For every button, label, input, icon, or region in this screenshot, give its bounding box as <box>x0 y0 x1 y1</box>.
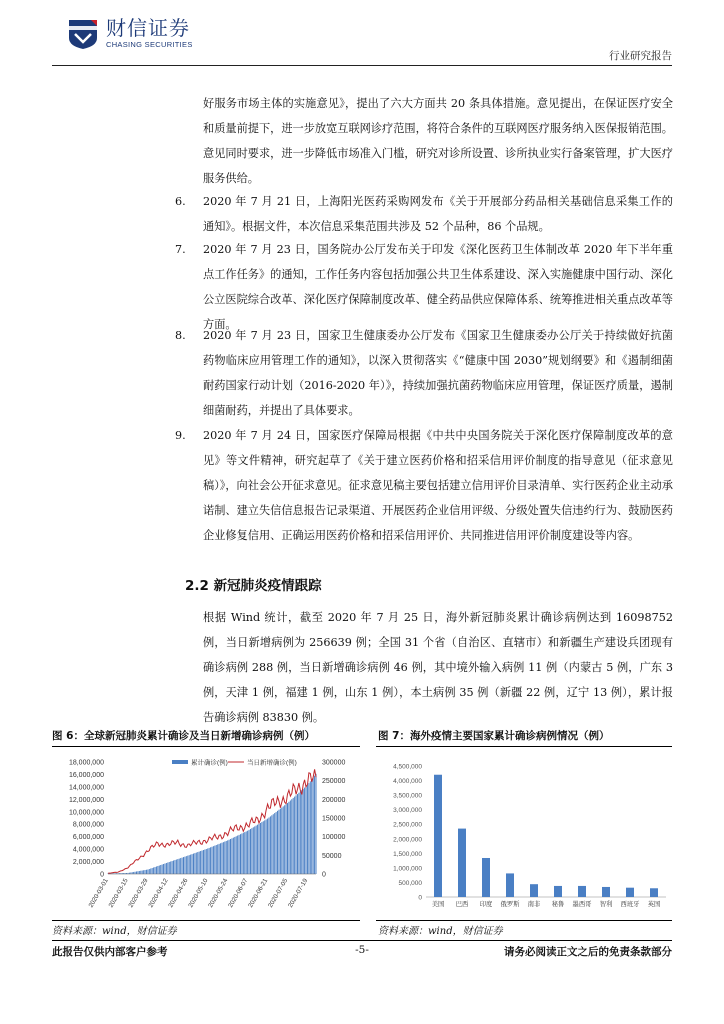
cumulative-bar <box>160 865 161 874</box>
y-left-tick-label: 18,000,000 <box>68 759 104 767</box>
cumulative-bar <box>137 871 138 874</box>
cumulative-bar <box>147 870 148 874</box>
cumulative-bar <box>283 806 284 874</box>
footer-disclaimer-left: 此报告仅供内部客户参考 <box>52 946 168 958</box>
cumulative-bar <box>250 829 251 874</box>
figure-6-title: 图 6：全球新冠肺炎累计确诊及当日新增确诊病例（例） <box>52 730 315 742</box>
x-category-label: 印度 <box>479 901 493 908</box>
country-bar <box>482 858 490 897</box>
y-left-tick-label: 14,000,000 <box>68 784 104 792</box>
cumulative-bar <box>266 819 267 874</box>
cumulative-bar <box>314 776 315 874</box>
list-item <box>175 189 673 239</box>
cumulative-bar <box>216 845 217 874</box>
cumulative-bar <box>140 871 141 874</box>
cumulative-bar <box>145 870 146 874</box>
cumulative-bar <box>163 864 164 874</box>
cumulative-bar <box>231 838 232 874</box>
figure-7-source: 资料来源：wind，财信证券 <box>378 926 503 937</box>
cumulative-bar <box>172 861 173 874</box>
cumulative-bar <box>286 804 287 874</box>
cumulative-bar <box>192 854 193 874</box>
country-bar <box>650 888 658 897</box>
cumulative-bar <box>193 854 194 874</box>
list-item-number: 8. <box>175 329 186 342</box>
list-item-number: 6. <box>175 195 186 208</box>
country-bar <box>554 886 562 897</box>
cumulative-bar <box>219 844 220 874</box>
cumulative-bar <box>293 798 294 874</box>
cumulative-bar <box>284 805 285 874</box>
cumulative-bar <box>170 862 171 874</box>
y-left-tick-label: 0 <box>100 871 104 879</box>
x-tick-label: 2020-04-26 <box>167 877 190 909</box>
cumulative-bar <box>194 853 195 874</box>
report-type-label: 行业研究报告 <box>609 50 672 62</box>
cumulative-bar <box>150 869 151 874</box>
cumulative-bar <box>209 848 210 874</box>
country-bar <box>602 887 610 897</box>
y-right-tick-label: 100000 <box>322 834 346 842</box>
x-category-label: 英国 <box>647 901 661 908</box>
x-category-label: 南非 <box>527 901 541 908</box>
cumulative-bar <box>244 832 245 874</box>
x-category-label: 秘鲁 <box>551 901 565 908</box>
cumulative-bar <box>223 842 224 874</box>
list-item-text: 2020 年 7 月 23 日，国家卫生健康委办公厅发布《国家卫生健康委办公厅关于持续做好抗菌药物临床应用管理工作的通知》，以深入贯彻落实《“健康中国 2030”规划纲要》和《遏制细菌耐药国家行动计划（2016-2020 年）》，持续加强抗菌药物临床应用管理，保证医疗质量，遏制细菌耐药，并提出了具体要求。 <box>203 329 673 417</box>
country-bar <box>578 886 586 897</box>
cumulative-bar <box>267 819 268 874</box>
cumulative-bar <box>240 834 241 874</box>
cumulative-bar <box>177 859 178 874</box>
logo-chinese-name: 财信证券 <box>106 15 190 40</box>
cumulative-bar <box>249 830 250 874</box>
x-tick-label: 2020-06-21 <box>247 877 270 909</box>
list-item-text: 2020 年 7 月 21 日，上海阳光医药采购网发布《关于开展部分药品相关基础信息采集工作的通知》。根据文件，本次信息采集范围共涉及 52 个品种，86 个品规。 <box>203 195 673 233</box>
country-bar <box>626 888 634 897</box>
y-left-tick-label: 2,000,000 <box>72 859 104 867</box>
y-tick-label: 1,000,000 <box>393 865 422 873</box>
cumulative-bar <box>210 847 211 874</box>
cumulative-bar <box>213 846 214 874</box>
cumulative-bar <box>274 813 275 874</box>
y-tick-label: 3,500,000 <box>393 792 422 800</box>
y-tick-label: 4,000,000 <box>393 778 422 786</box>
cumulative-bar <box>260 823 261 874</box>
x-tick-label: 2020-03-15 <box>107 877 130 909</box>
company-logo <box>66 16 193 50</box>
cumulative-bar <box>237 836 238 874</box>
cumulative-bar <box>257 825 258 874</box>
cumulative-bar <box>217 844 218 874</box>
cumulative-bar <box>297 794 298 874</box>
cumulative-bar <box>261 822 262 874</box>
cumulative-bar <box>296 795 297 874</box>
cumulative-bar <box>157 866 158 874</box>
chart-global-covid-cases <box>52 752 360 918</box>
section-heading: 2.2 新冠肺炎疫情跟踪 <box>185 578 322 594</box>
cumulative-bar <box>306 786 307 874</box>
cumulative-bar <box>247 831 248 874</box>
page-number: -5- <box>355 944 369 956</box>
figure-7-title: 图 7：海外疫情主要国家累计确诊病例情况（例） <box>378 730 610 742</box>
cumulative-bar <box>224 842 225 874</box>
cumulative-bar <box>233 838 234 874</box>
cumulative-bar <box>149 869 150 874</box>
logo-english-name: CHASING SECURITIES <box>106 39 193 49</box>
cumulative-bar <box>197 852 198 874</box>
cumulative-bar <box>307 785 308 874</box>
cumulative-bar <box>173 861 174 874</box>
cumulative-bar <box>273 814 274 874</box>
x-tick-label: 2020-07-19 <box>287 877 310 909</box>
cumulative-bar <box>162 864 163 874</box>
cumulative-bar <box>203 850 204 874</box>
cumulative-bar <box>146 870 147 874</box>
country-bar <box>434 775 442 897</box>
cumulative-bar <box>308 783 309 874</box>
cumulative-bar <box>236 836 237 874</box>
cumulative-bar <box>196 853 197 874</box>
legend-daily-label: 当日新增确诊(例) <box>247 759 297 767</box>
cumulative-bar <box>153 868 154 874</box>
y-tick-label: 500,000 <box>398 879 422 887</box>
cumulative-bar <box>136 871 137 874</box>
cumulative-bar <box>214 846 215 874</box>
cumulative-bar <box>155 867 156 874</box>
cumulative-bar <box>313 778 314 874</box>
cumulative-bar <box>253 827 254 874</box>
cumulative-bar <box>300 791 301 874</box>
cumulative-bar <box>310 781 311 874</box>
cumulative-bar <box>277 811 278 874</box>
cumulative-bar <box>246 831 247 874</box>
cumulative-bar <box>303 789 304 874</box>
cumulative-bar <box>271 815 272 874</box>
cumulative-bar <box>176 860 177 874</box>
y-right-tick-label: 250000 <box>322 778 346 786</box>
cumulative-bar <box>241 834 242 874</box>
cumulative-bar <box>288 802 289 874</box>
cumulative-bar <box>184 857 185 874</box>
x-category-label: 墨西哥 <box>572 901 592 908</box>
list-item-text: 2020 年 7 月 23 日，国务院办公厅发布关于印发《深化医药卫生体制改革 2020 年下半年重点工作任务》的通知，工作任务内容包括加强公共卫生体系建设、深入实施健康中国行动、深化公立医院综合改革、深化医疗保障制度改革、健全药品供应保障体系、统筹推进相关重点改革等方面。 <box>203 243 673 331</box>
cumulative-bar <box>166 863 167 874</box>
cumulative-bar <box>164 863 165 874</box>
cumulative-bar <box>264 820 265 874</box>
y-right-tick-label: 0 <box>322 871 326 879</box>
cumulative-bar <box>290 800 291 874</box>
cumulative-bar <box>180 858 181 874</box>
cumulative-bar <box>229 840 230 874</box>
x-tick-label: 2020-04-12 <box>147 877 170 909</box>
cumulative-bar <box>159 866 160 874</box>
cumulative-bar <box>243 833 244 874</box>
list-item-text: 2020 年 7 月 24 日，国家医疗保障局根据《中共中央国务院关于深化医疗保障制度改革的意见》等文件精神，研究起草了《关于建立医药价格和招采信用评价制度的指导意见（征求意见稿）》，向社会公开征求意见。征求意见稿主要包括建立信用评价目录清单、实行医药企业主动承诺制、建立失信信息报告记录渠道、开展医药企业信用评级、分级处置失信违约行为、鼓励医药企业修复信用、正确运用医药价格和招采信用评价、共同推进信用评价制度建设等内容。 <box>203 429 673 542</box>
y-right-tick-label: 150000 <box>322 815 346 823</box>
y-right-tick-label: 300000 <box>322 759 346 767</box>
x-category-label: 巴西 <box>455 901 469 908</box>
cumulative-bar <box>281 808 282 874</box>
cumulative-bar <box>304 788 305 874</box>
figure-6-top-rule <box>52 746 360 747</box>
chasing-logo-icon <box>66 16 100 50</box>
country-bar <box>506 873 514 897</box>
cumulative-bar <box>234 837 235 874</box>
cumulative-bar <box>186 856 187 874</box>
cumulative-bar <box>190 855 191 874</box>
cumulative-bar <box>143 870 144 874</box>
cumulative-bar <box>204 850 205 874</box>
y-left-tick-label: 16,000,000 <box>68 771 104 779</box>
y-tick-label: 2,000,000 <box>393 836 422 844</box>
cumulative-bar <box>270 816 271 874</box>
cumulative-bar <box>152 868 153 874</box>
cumulative-bar <box>298 793 299 874</box>
cumulative-bar <box>280 809 281 874</box>
cumulative-bar <box>291 799 292 874</box>
covid-paragraph: 根据 Wind 统计，截至 2020 年 7 月 25 日，海外新冠肺炎累计确诊病例达到 16098752 例，当日新增病例为 256639 例；全国 31 个省（自治区、直辖市）和新疆生产建设兵团现有确诊病例 288 例，当日新增确诊病例 46 例，其中境外输入病例 11 例（内蒙古 5 例，广东 3 例，天津 1 例，福建 1 例，山东 1 例），本土病例 35 例（新疆 22 例，辽宁 13 例），累计报告确诊病例 83830 例。 <box>203 611 673 724</box>
cumulative-bar <box>254 826 255 874</box>
cumulative-bar <box>142 870 143 874</box>
cumulative-bar <box>259 824 260 874</box>
list-item <box>175 323 673 423</box>
cumulative-bar <box>301 790 302 874</box>
country-bar <box>458 829 466 897</box>
y-left-tick-label: 10,000,000 <box>68 809 104 817</box>
x-category-label: 西班牙 <box>620 901 640 908</box>
x-tick-label: 2020-05-24 <box>207 877 230 909</box>
cumulative-bar <box>200 851 201 874</box>
footer-disclaimer-right: 请务必阅读正文之后的免责条款部分 <box>504 946 672 958</box>
y-right-tick-label: 50000 <box>322 852 342 860</box>
cumulative-bar <box>220 843 221 874</box>
cumulative-bar <box>230 839 231 874</box>
y-left-tick-label: 8,000,000 <box>72 821 104 829</box>
cumulative-bar <box>294 797 295 874</box>
y-left-tick-label: 4,000,000 <box>72 846 104 854</box>
y-tick-label: 4,500,000 <box>393 763 422 771</box>
cumulative-bar <box>199 852 200 874</box>
y-tick-label: 2,500,000 <box>393 821 422 829</box>
cumulative-bar <box>156 867 157 874</box>
y-tick-label: 0 <box>418 894 422 902</box>
cumulative-bar <box>133 872 134 874</box>
cumulative-bar <box>174 860 175 874</box>
cumulative-bar <box>202 851 203 874</box>
cumulative-bar <box>169 862 170 874</box>
figure-6-bottom-rule <box>52 920 360 921</box>
list-item-number: 9. <box>175 429 186 442</box>
footer-divider <box>52 940 672 941</box>
header-divider <box>52 65 672 66</box>
cumulative-bar <box>135 872 136 874</box>
cumulative-bar <box>268 818 269 874</box>
legend-cumulative-label: 累计确诊(例) <box>191 759 228 767</box>
y-right-tick-label: 200000 <box>322 796 346 804</box>
cumulative-bar <box>182 858 183 874</box>
cumulative-bar <box>256 826 257 874</box>
x-tick-label: 2020-03-01 <box>87 877 110 909</box>
cumulative-bar <box>212 847 213 874</box>
list-item <box>175 423 673 548</box>
list-item <box>175 237 673 337</box>
x-tick-label: 2020-03-29 <box>127 877 150 909</box>
list-item-number: 7. <box>175 243 186 256</box>
cumulative-bar <box>278 810 279 874</box>
cumulative-bar <box>227 840 228 874</box>
cumulative-bar <box>183 857 184 874</box>
figure-7-top-rule <box>376 746 672 747</box>
cumulative-bar <box>263 821 264 874</box>
cumulative-bar <box>311 779 312 874</box>
y-tick-label: 1,500,000 <box>393 850 422 858</box>
cumulative-bar <box>187 856 188 874</box>
y-left-tick-label: 12,000,000 <box>68 796 104 804</box>
cumulative-bar <box>189 855 190 874</box>
y-tick-label: 3,000,000 <box>393 807 422 815</box>
country-bar <box>530 884 538 897</box>
legend-cumulative-swatch <box>172 760 188 764</box>
cumulative-bar <box>287 803 288 874</box>
x-category-label: 智利 <box>599 901 613 908</box>
figure-6-source: 资料来源：wind，财信证券 <box>52 926 177 937</box>
continuation-paragraph: 好服务市场主体的实施意见》，提出了六大方面共 20 条具体措施。意见提出，在保证医疗安全和质量前提下，进一步放宽互联网诊疗范围，将符合条件的互联网医疗服务纳入医保报销范围。意见同时要求，进一步降低市场准入门槛，研究对诊所设置、诊所执业实行备案管理，扩大医疗服务供给。 <box>203 97 673 185</box>
chart-overseas-country-cases <box>376 752 672 918</box>
cumulative-bar <box>251 828 252 874</box>
cumulative-bar <box>139 871 140 874</box>
cumulative-bar <box>226 841 227 874</box>
cumulative-bar <box>179 859 180 874</box>
x-tick-label: 2020-06-07 <box>227 877 250 909</box>
cumulative-bar <box>276 812 277 874</box>
cumulative-bar <box>206 849 207 874</box>
y-left-tick-label: 6,000,000 <box>72 834 104 842</box>
cumulative-bar <box>221 843 222 874</box>
x-category-label: 美国 <box>431 901 445 908</box>
cumulative-bar <box>239 835 240 874</box>
cumulative-bar <box>316 774 317 874</box>
cumulative-bar <box>207 848 208 874</box>
x-tick-label: 2020-05-10 <box>187 877 210 909</box>
figure-7-bottom-rule <box>376 920 672 921</box>
x-category-label: 俄罗斯 <box>500 901 520 908</box>
x-tick-label: 2020-07-05 <box>267 877 290 909</box>
cumulative-bar <box>167 862 168 874</box>
